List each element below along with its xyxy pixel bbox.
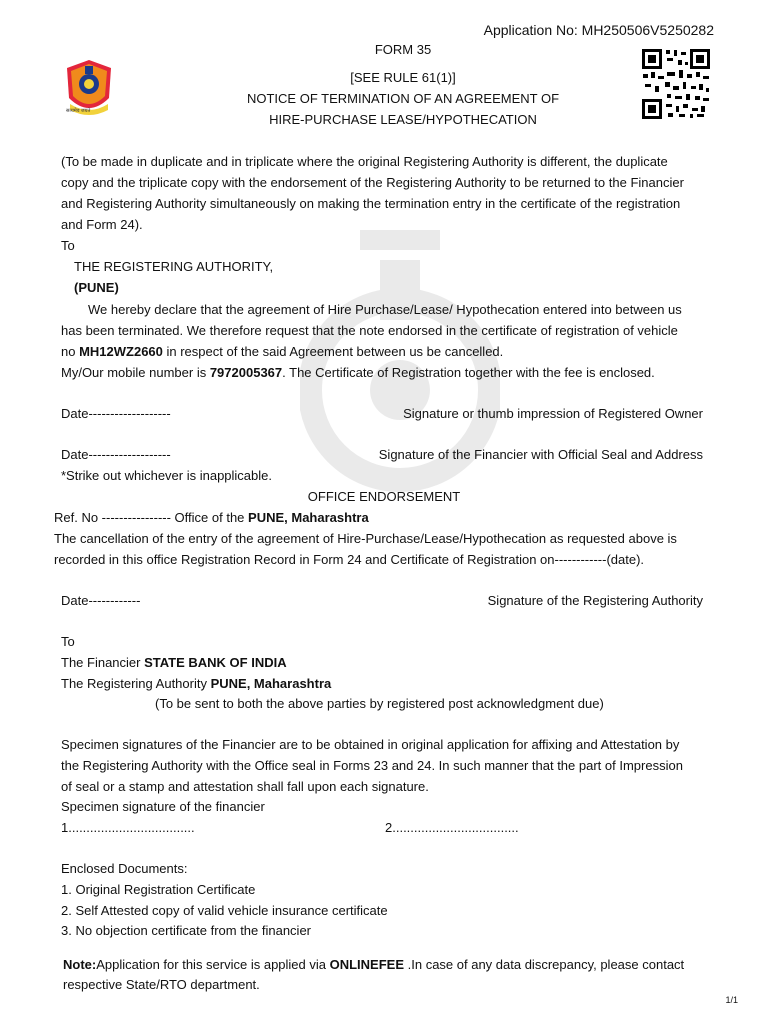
- form-number: FORM 35: [374, 42, 432, 57]
- owner-signature-label: Signature or thumb impression of Registered Owner: [403, 406, 703, 421]
- specimen-signature-2: 2...................................: [385, 820, 519, 835]
- endorsement-date: Date------------: [61, 593, 141, 608]
- specimen-line: the Registering Authority with the Office seal in Forms 23 and 24. In such manner that the part of Impression: [61, 758, 683, 773]
- enclosed-documents-heading: Enclosed Documents:: [61, 861, 188, 876]
- authority-name: PUNE, Maharashtra: [210, 676, 332, 691]
- specimen-line: of seal or a stamp and attestation shall fall upon each signature.: [61, 779, 429, 794]
- intro-line: (To be made in duplicate and in triplicate where the original Registering Authority is different, the duplicate: [61, 154, 668, 169]
- registering-authority-place: (PUNE): [74, 280, 119, 295]
- intro-line: and Registering Authority simultaneously on making the termination entry in the certificate of the registration: [61, 196, 681, 211]
- office-endorsement-heading: OFFICE ENDORSEMENT: [307, 489, 461, 504]
- ref-line: Ref. No ---------------- Office of the PUNE, Maharashtra: [54, 510, 369, 525]
- endorsement-line: recorded in this office Registration Record in Form 24 and Certificate of Registration on------------(date).: [54, 552, 645, 567]
- list-item: 3. No objection certificate from the financier: [61, 923, 312, 938]
- form-title-line2: HIRE-PURCHASE LEASE/HYPOTHECATION: [269, 112, 537, 127]
- authority-line: The Registering Authority PUNE, Maharashtra: [61, 676, 332, 691]
- financier-date: Date-------------------: [61, 447, 171, 462]
- endorsement-line: The cancellation of the entry of the agreement of Hire-Purchase/Lease/Hypothecation as requested above is: [54, 531, 677, 546]
- form-title-line1: NOTICE OF TERMINATION OF AN AGREEMENT OF: [246, 91, 560, 106]
- emblem-caption: सत्यमेव जयते: [66, 108, 91, 114]
- specimen-label: Specimen signature of the financier: [61, 799, 265, 814]
- authority-signature-label: Signature of the Registering Authority: [487, 593, 703, 608]
- application-number: Application No: MH250506V5250282: [483, 22, 714, 38]
- service-name: ONLINEFEE: [329, 957, 405, 972]
- intro-line: and Form 24).: [61, 217, 143, 232]
- specimen-line: Specimen signatures of the Financier are to be obtained in original application for affixing and Attestation by: [61, 737, 680, 752]
- intro-line: copy and the triplicate copy with the endorsement of the Registering Authority to be returned to the Financier: [61, 175, 684, 190]
- list-item: 2. Self Attested copy of valid vehicle insurance certificate: [61, 903, 388, 918]
- recipients-note: (To be sent to both the above parties by registered post acknowledgment due): [155, 696, 604, 711]
- strike-note: *Strike out whichever is inapplicable.: [61, 468, 272, 483]
- financier-line: The Financier STATE BANK OF INDIA: [61, 655, 287, 670]
- registering-authority-label: THE REGISTERING AUTHORITY,: [74, 259, 274, 274]
- recipients-to: To: [61, 634, 75, 649]
- owner-date: Date-------------------: [61, 406, 171, 421]
- page-number: 1/1: [725, 995, 738, 1005]
- declaration-line: no MH12WZ2660 in respect of the said Agreement between us be cancelled.: [61, 344, 504, 359]
- list-item: 1. Original Registration Certificate: [61, 882, 256, 897]
- rule-reference: [SEE RULE 61(1)]: [350, 70, 456, 85]
- to-label: To: [61, 238, 75, 253]
- financier-signature-label: Signature of the Financier with Official Seal and Address: [378, 447, 703, 462]
- declaration-line: has been terminated. We therefore request that the note endorsed in the certificate of registration of vehicle: [61, 323, 678, 338]
- ref-office: PUNE, Maharashtra: [248, 510, 369, 525]
- financier-name: STATE BANK OF INDIA: [144, 655, 287, 670]
- mobile-line: My/Our mobile number is 7972005367. The Certificate of Registration together with the fee is enclosed.: [61, 365, 655, 380]
- mobile-number: 7972005367: [209, 365, 283, 380]
- vehicle-number: MH12WZ2660: [79, 344, 163, 359]
- footer-note-line2: respective State/RTO department.: [63, 977, 260, 992]
- footer-note: Note:Application for this service is applied via ONLINEFEE .In case of any data discrepancy, please contact: [63, 957, 685, 972]
- specimen-signature-1: 1...................................: [61, 820, 195, 835]
- declaration-line: We hereby declare that the agreement of Hire Purchase/Lease/ Hypothecation entered into between us: [88, 302, 682, 317]
